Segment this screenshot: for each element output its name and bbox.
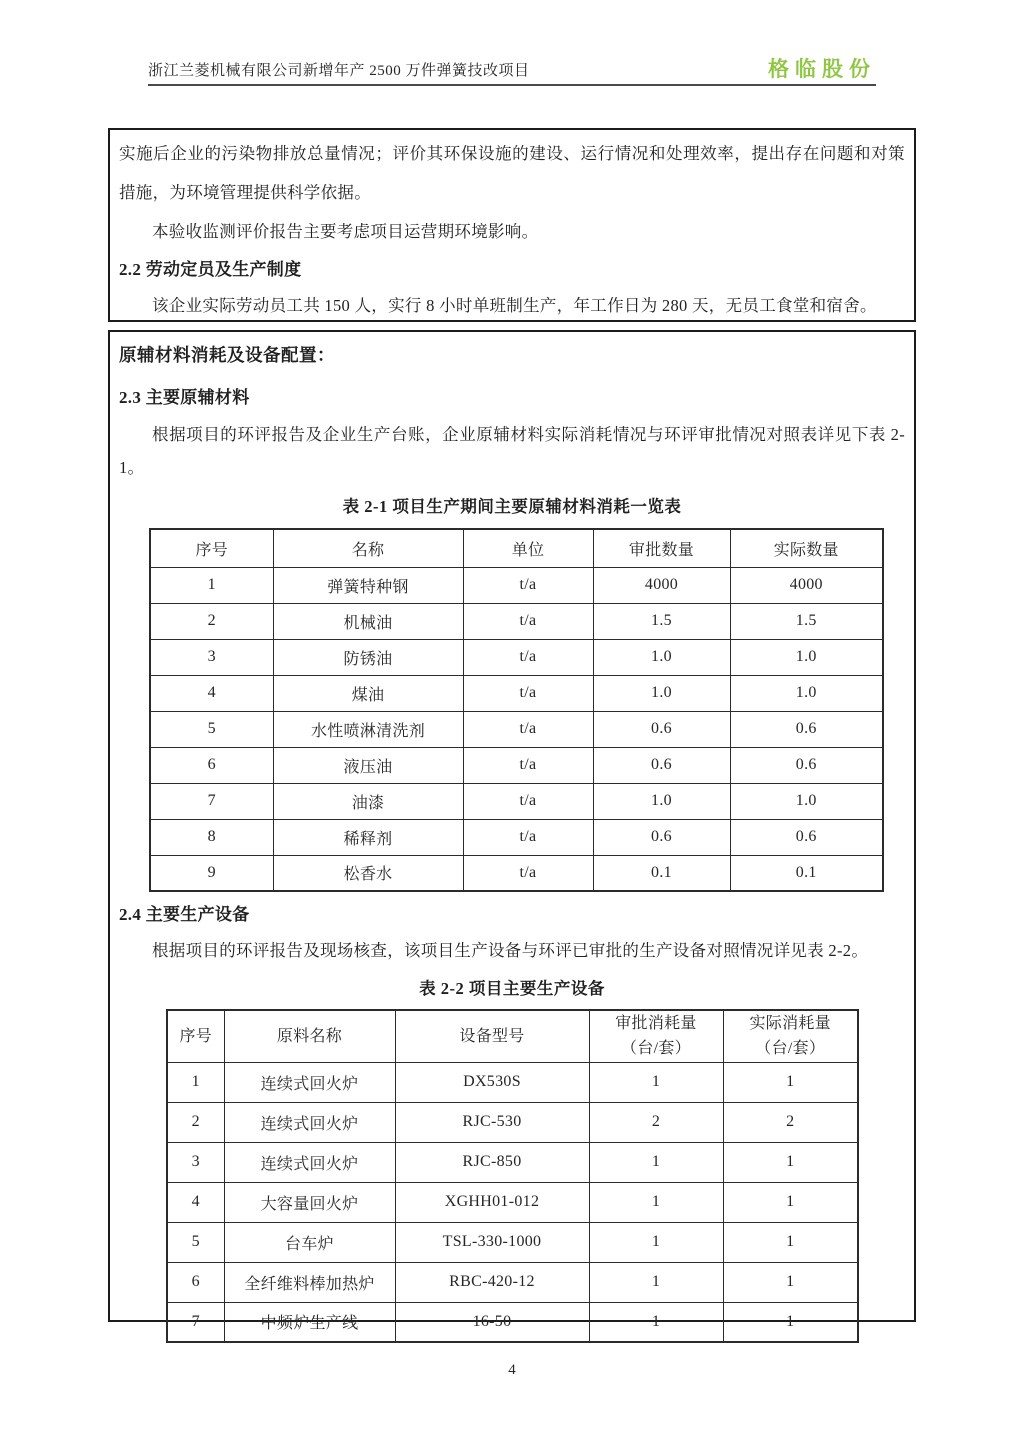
table-row [150, 783, 883, 819]
table-cell: 2 [723, 1102, 858, 1142]
column-header: 审批消耗量 （台/套） [589, 1010, 723, 1062]
table-cell: DX530S [395, 1062, 589, 1102]
table-cell: t/a [463, 855, 593, 891]
table-cell: 水性喷淋清洗剂 [273, 711, 463, 747]
table-row [150, 639, 883, 675]
table-cell: 0.1 [730, 855, 883, 891]
table-cell: 0.6 [593, 819, 730, 855]
table-cell: 5 [150, 711, 273, 747]
table-cell: 连续式回火炉 [224, 1062, 395, 1102]
column-header: 审批数量 [593, 529, 730, 567]
table-row [167, 1102, 858, 1142]
table-row [167, 1262, 858, 1302]
table-cell: XGHH01-012 [395, 1182, 589, 1222]
table-cell: RJC-530 [395, 1102, 589, 1142]
table-cell: 大容量回火炉 [224, 1182, 395, 1222]
column-header: 实际消耗量 （台/套） [723, 1010, 858, 1062]
table-cell: 9 [150, 855, 273, 891]
column-header: 实际数量 [730, 529, 883, 567]
table-2-1-title: 表 2-1 项目生产期间主要原辅材料消耗一览表 [342, 497, 682, 516]
table-cell: 稀释剂 [273, 819, 463, 855]
table-cell: 4 [167, 1182, 224, 1222]
table-cell: RJC-850 [395, 1142, 589, 1182]
table-header-row [167, 1010, 858, 1062]
table-cell: 1.0 [730, 675, 883, 711]
table-cell: 1 [150, 567, 273, 603]
table-row [150, 567, 883, 603]
table-cell: 1.5 [593, 603, 730, 639]
table-cell: 1.5 [730, 603, 883, 639]
table-cell: 0.1 [593, 855, 730, 891]
table-cell: 1 [589, 1062, 723, 1102]
paragraph-materials-intro: 根据项目的环评报告及企业生产台账，企业原辅材料实际消耗情况与环评审批情况对照表详见下表 2-1。 [119, 425, 905, 477]
table-cell: 0.6 [730, 819, 883, 855]
table-cell: 中频炉生产线 [224, 1302, 395, 1342]
table-cell: 0.6 [593, 711, 730, 747]
table-cell: 1 [723, 1262, 858, 1302]
table-cell: t/a [463, 783, 593, 819]
column-header: 序号 [150, 529, 273, 567]
box-heading-materials-config: 原辅材料消耗及设备配置： [119, 345, 335, 365]
table-cell: 5 [167, 1222, 224, 1262]
table-row [167, 1142, 858, 1182]
table-cell: t/a [463, 819, 593, 855]
column-header: 单位 [463, 529, 593, 567]
page-header [148, 48, 876, 86]
table-cell: 液压油 [273, 747, 463, 783]
table-row [150, 603, 883, 639]
table-cell: t/a [463, 639, 593, 675]
table-row [150, 675, 883, 711]
table-row [150, 855, 883, 891]
table-cell: 1 [589, 1302, 723, 1342]
paragraph-report-focus: 本验收监测评价报告主要考虑项目运营期环境影响。 [152, 222, 539, 241]
table-cell: 1 [723, 1182, 858, 1222]
table-cell: TSL-330-1000 [395, 1222, 589, 1262]
table-row [150, 711, 883, 747]
section-heading-2-3: 2.3 主要原辅材料 [119, 388, 250, 407]
table-cell: 防锈油 [273, 639, 463, 675]
table-cell: 1.0 [730, 783, 883, 819]
table-cell: 4000 [593, 567, 730, 603]
table-2-2-title: 表 2-2 项目主要生产设备 [419, 979, 605, 998]
table-cell: t/a [463, 603, 593, 639]
table-row [150, 819, 883, 855]
table-cell: 连续式回火炉 [224, 1102, 395, 1142]
table-cell: t/a [463, 747, 593, 783]
table-cell: 连续式回火炉 [224, 1142, 395, 1182]
column-header: 设备型号 [395, 1010, 589, 1062]
table-cell: 1.0 [593, 783, 730, 819]
table-cell: 3 [150, 639, 273, 675]
table-cell: 弹簧特种钢 [273, 567, 463, 603]
table-row [167, 1182, 858, 1222]
table-cell: RBC-420-12 [395, 1262, 589, 1302]
table-cell: 0.6 [593, 747, 730, 783]
table-cell: 7 [150, 783, 273, 819]
table-row [167, 1302, 858, 1342]
table-cell: 3 [167, 1142, 224, 1182]
content-box-overview [108, 128, 916, 322]
table-cell: 松香水 [273, 855, 463, 891]
table-cell: 1 [723, 1062, 858, 1102]
table-cell: 台车炉 [224, 1222, 395, 1262]
content-box-materials-equipment [108, 330, 916, 1333]
column-header: 名称 [273, 529, 463, 567]
table-cell: 1 [589, 1182, 723, 1222]
table-cell: 全纤维料棒加热炉 [224, 1262, 395, 1302]
table-2-2-equipment [166, 1009, 859, 1343]
table-cell: 煤油 [273, 675, 463, 711]
table-cell: 1 [723, 1222, 858, 1262]
table-cell: 1 [589, 1222, 723, 1262]
table-row [150, 747, 883, 783]
table-cell: 2 [150, 603, 273, 639]
table-cell: 1.0 [593, 675, 730, 711]
table-cell: t/a [463, 711, 593, 747]
paragraph-equipment-intro: 根据项目的环评报告及现场核查，该项目生产设备与环评已审批的生产设备对照情况详见表 2-2。 [152, 941, 869, 960]
section-heading-2-4: 2.4 主要生产设备 [119, 905, 250, 924]
table-cell: 6 [167, 1262, 224, 1302]
table-cell: 机械油 [273, 603, 463, 639]
paragraph-monitor-scope: 实施后企业的污染物排放总量情况；评价其环保设施的建设、运行情况和处理效率，提出存在问题和对策措施，为环境管理提供科学依据。 [119, 144, 905, 202]
table-cell: 1.0 [730, 639, 883, 675]
table-cell: 4 [150, 675, 273, 711]
table-cell: 1.0 [593, 639, 730, 675]
table-cell: 1 [723, 1302, 858, 1342]
company-logo: 格临股份 [768, 57, 876, 81]
table-cell: 1 [589, 1142, 723, 1182]
table-cell: t/a [463, 675, 593, 711]
table-cell: 油漆 [273, 783, 463, 819]
table-cell: 6 [150, 747, 273, 783]
column-header: 序号 [167, 1010, 224, 1062]
column-header: 原料名称 [224, 1010, 395, 1062]
table-2-1-materials [149, 528, 884, 892]
table-header-row [150, 529, 883, 567]
header-project-title: 浙江兰菱机械有限公司新增年产 2500 万件弹簧技改项目 [148, 63, 530, 79]
table-cell: 8 [150, 819, 273, 855]
page-number: 4 [508, 1362, 516, 1378]
table-cell: t/a [463, 567, 593, 603]
table-cell: 1 [589, 1262, 723, 1302]
table-cell: 2 [589, 1102, 723, 1142]
table-cell: 1 [167, 1062, 224, 1102]
section-heading-2-2: 2.2 劳动定员及生产制度 [119, 260, 302, 279]
table-cell: 16-50 [395, 1302, 589, 1342]
table-row [167, 1062, 858, 1102]
table-cell: 4000 [730, 567, 883, 603]
paragraph-labor-system: 该企业实际劳动员工共 150 人，实行 8 小时单班制生产，年工作日为 280 天，无员工食堂和宿舍。 [152, 296, 877, 315]
table-row [167, 1222, 858, 1262]
table-cell: 2 [167, 1102, 224, 1142]
table-cell: 7 [167, 1302, 224, 1342]
table-cell: 0.6 [730, 747, 883, 783]
table-cell: 1 [723, 1142, 858, 1182]
table-cell: 0.6 [730, 711, 883, 747]
